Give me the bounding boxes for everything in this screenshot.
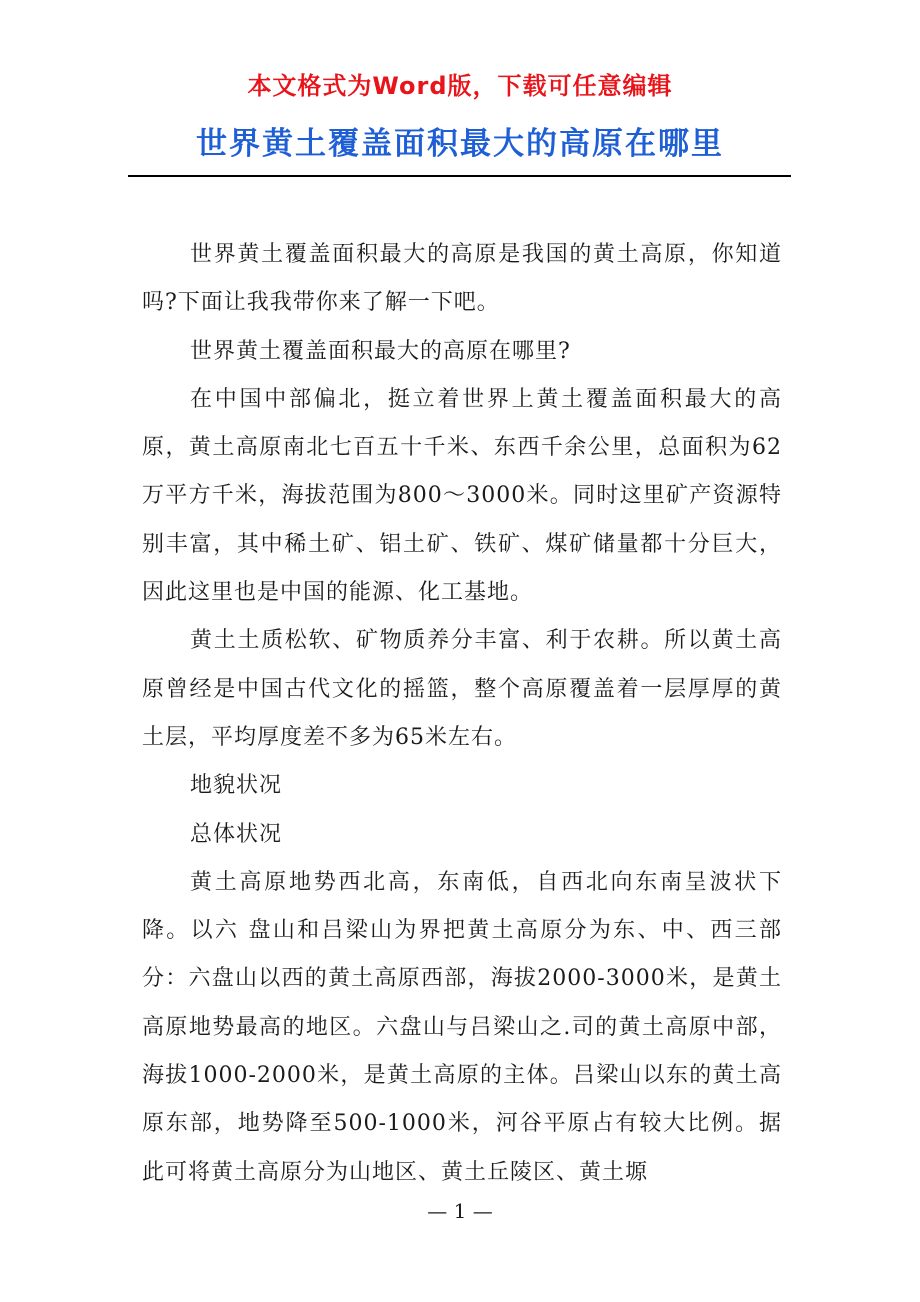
page-title: 世界黄土覆盖面积最大的高原在哪里 xyxy=(196,126,724,162)
paragraph-terrain: 黄土高原地势西北高，东南低，自西北向东南呈波状下降。以六 盘山和吕梁山为界把黄土高原分为东、中、西三部分：六盘山以西的黄土高原西部，海拔2000-3000米，是黄土高原地势最高的地区。六盘山与吕梁山之.司的黄土高原中部，海拔1000-2000米，是黄土高原的主体。吕梁山以东的黄土高原东部，地势降至500-1000米，河谷平原占有较大比例。据此可将黄土高原分为山地区、黄土丘陵区、黄土塬 xyxy=(142,869,782,1185)
subsection-heading-overall: 总体状况 xyxy=(190,821,283,847)
paragraph-soil: 黄土土质松软、矿物质养分丰富、利于农耕。所以黄土高原曾经是中国古代文化的摇篮，整个高原覆盖着一层厚厚的黄土层，平均厚度差不多为65米左右。 xyxy=(142,628,782,750)
download-banner: 本文格式为Word版，下载可任意编辑 xyxy=(247,72,673,100)
paragraph-intro: 世界黄土覆盖面积最大的高原是我国的黄土高原，你知道吗?下面让我我带你来了解一下吧。 xyxy=(142,242,782,316)
paragraph-question: 世界黄土覆盖面积最大的高原在哪里? xyxy=(190,338,571,364)
page-number: — 1 — xyxy=(427,1199,493,1223)
paragraph-location: 在中国中部偏北，挺立着世界上黄土覆盖面积最大的高原，黄土高原南北七百五十千米、东西千余公里，总面积为62万平方千米，海拔范围为800～3000米。同时这里矿产资源特别丰富，其中稀土矿、铝土矿、铁矿、煤矿储量都十分巨大，因此这里也是中国的能源、化工基地。 xyxy=(142,386,782,606)
article-body xyxy=(142,231,782,1197)
section-heading-landform: 地貌状况 xyxy=(190,773,283,799)
title-divider xyxy=(128,175,791,177)
